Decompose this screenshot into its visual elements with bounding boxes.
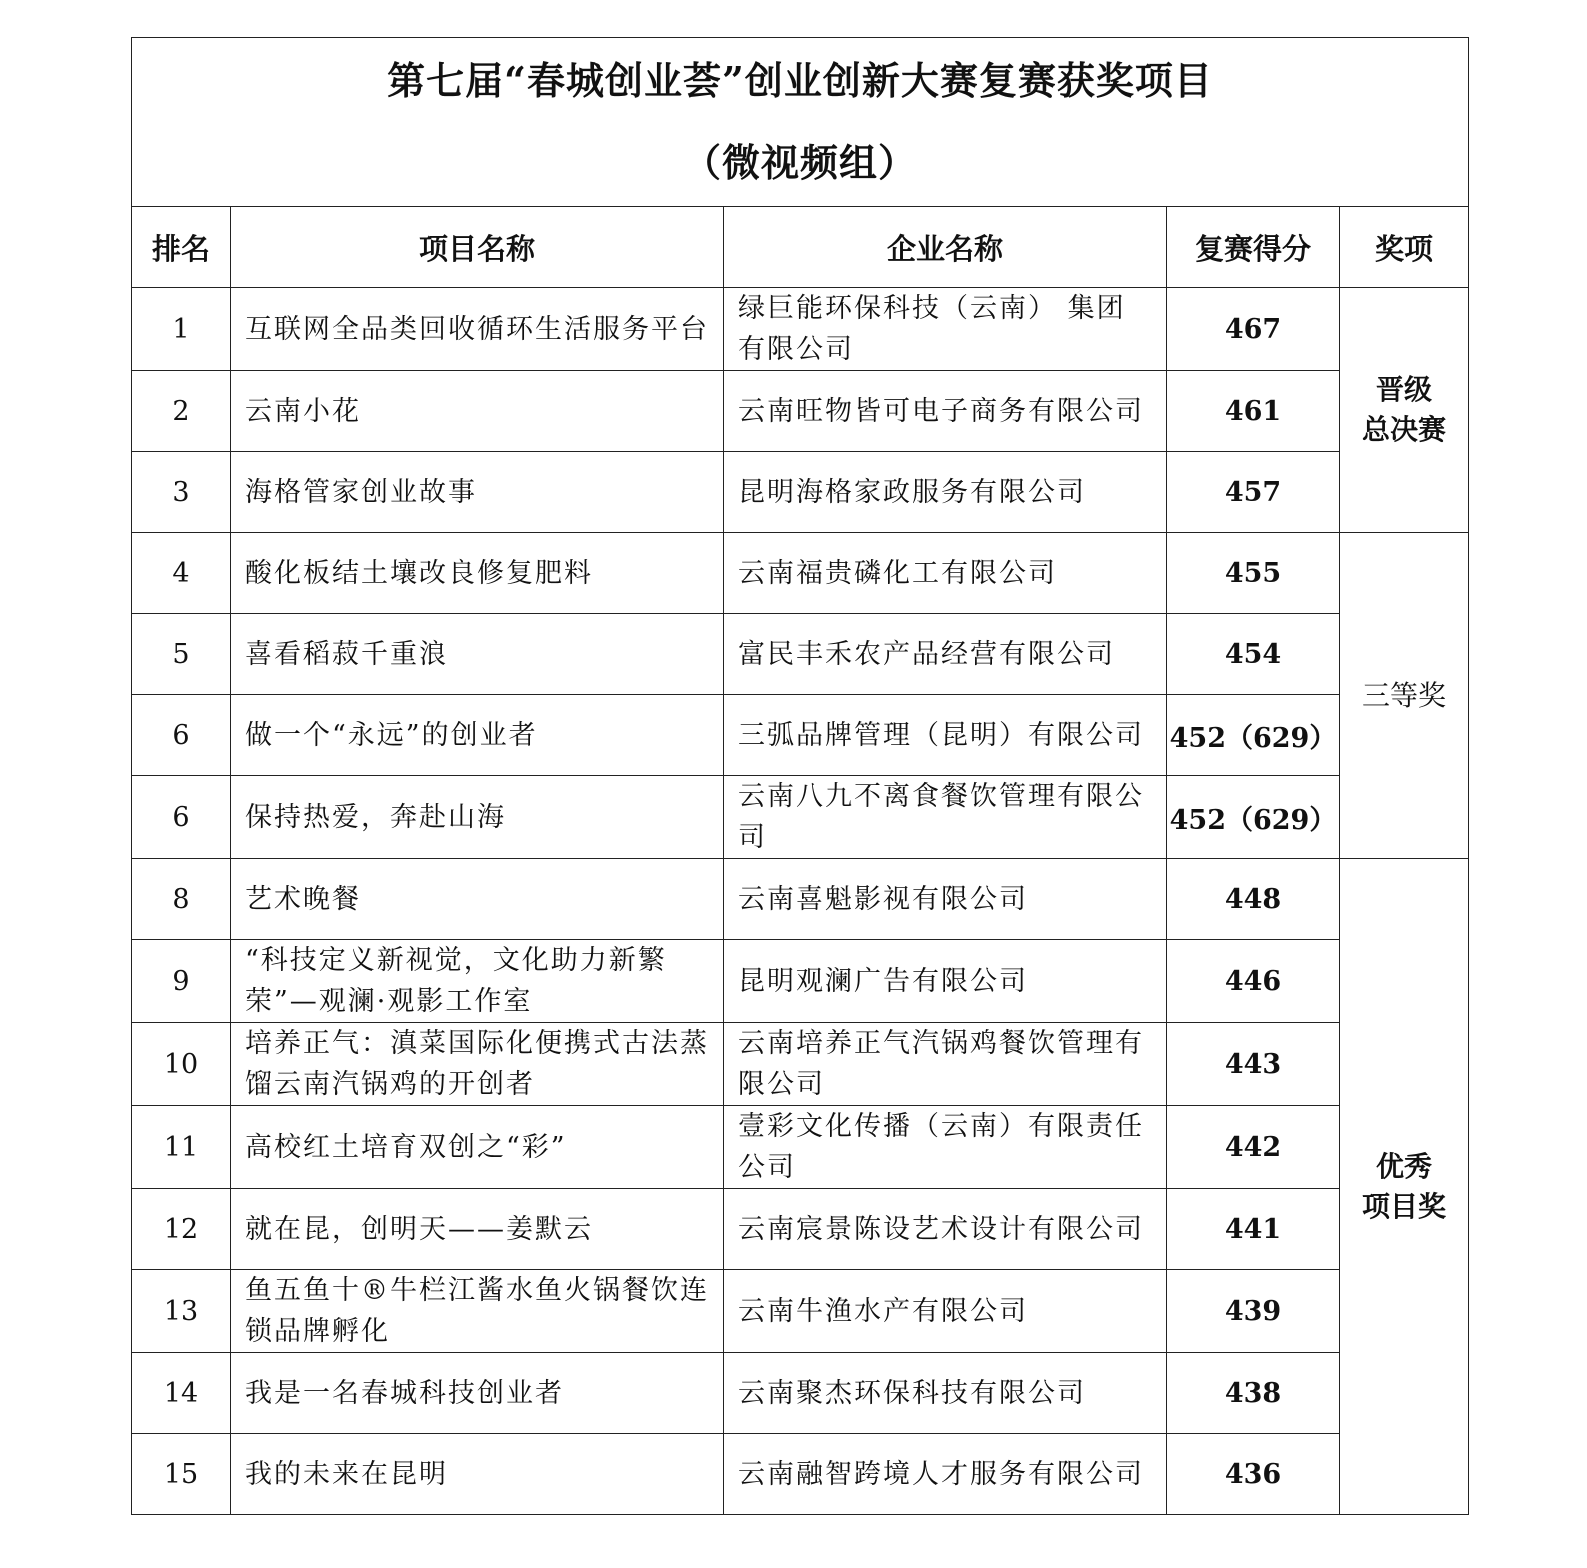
rank-cell: 2 [132, 371, 231, 452]
project-cell: 我是一名春城科技创业者 [231, 1353, 724, 1434]
score-cell: 448 [1167, 859, 1340, 940]
header-row [132, 207, 1469, 288]
score-cell: 446 [1167, 940, 1340, 1023]
table-row [132, 1189, 1469, 1270]
award-label: 优秀 [1375, 1149, 1432, 1183]
table-row [132, 1434, 1469, 1515]
rank-cell: 10 [132, 1023, 231, 1106]
company-cell: 三弧品牌管理（昆明）有限公司 [724, 695, 1167, 776]
results-table [131, 37, 1469, 1515]
score-cell: 467 [1167, 288, 1340, 371]
score-cell: 441 [1167, 1189, 1340, 1270]
company-cell: 绿巨能环保科技（云南） 集团有限公司 [724, 288, 1167, 371]
score-cell: 443 [1167, 1023, 1340, 1106]
project-cell: 保持热爱，奔赴山海 [231, 776, 724, 859]
rank-cell: 4 [132, 533, 231, 614]
rank-cell: 12 [132, 1189, 231, 1270]
award-sheet [131, 37, 1468, 1515]
table-row [132, 940, 1469, 1023]
score-cell: 454 [1167, 614, 1340, 695]
award-cell-excellence [1340, 859, 1469, 1515]
table-row [132, 1023, 1469, 1106]
project-cell: 艺术晚餐 [231, 859, 724, 940]
rank-cell: 11 [132, 1106, 231, 1189]
company-cell: 云南宸景陈设艺术设计有限公司 [724, 1189, 1167, 1270]
rank-cell: 13 [132, 1270, 231, 1353]
project-cell: 酸化板结土壤改良修复肥料 [231, 533, 724, 614]
rank-cell: 6 [132, 695, 231, 776]
score-cell: 461 [1167, 371, 1340, 452]
project-cell: 就在昆，创明天——姜默云 [231, 1189, 724, 1270]
table-row [132, 452, 1469, 533]
score-cell: 436 [1167, 1434, 1340, 1515]
header-score: 复赛得分 [1167, 207, 1340, 288]
score-cell: 442 [1167, 1106, 1340, 1189]
project-cell: 海格管家创业故事 [231, 452, 724, 533]
title-row [132, 38, 1469, 207]
rank-cell: 9 [132, 940, 231, 1023]
project-cell: 喜看稻菽千重浪 [231, 614, 724, 695]
project-cell: 鱼五鱼十®牛栏江酱水鱼火锅餐饮连锁品牌孵化 [231, 1270, 724, 1353]
company-cell: 云南喜魁影视有限公司 [724, 859, 1167, 940]
rank-cell: 6 [132, 776, 231, 859]
header-company: 企业名称 [724, 207, 1167, 288]
score-cell: 455 [1167, 533, 1340, 614]
table-row [132, 776, 1469, 859]
table-row [132, 1353, 1469, 1434]
table-row [132, 1106, 1469, 1189]
table-row [132, 1270, 1469, 1353]
company-cell: 云南聚杰环保科技有限公司 [724, 1353, 1167, 1434]
project-cell: 我的未来在昆明 [231, 1434, 724, 1515]
company-cell: 云南融智跨境人才服务有限公司 [724, 1434, 1167, 1515]
header-rank: 排名 [132, 207, 231, 288]
project-cell: “科技定义新视觉，文化助力新繁荣”—观澜·观影工作室 [231, 940, 724, 1023]
company-cell: 昆明海格家政服务有限公司 [724, 452, 1167, 533]
company-cell: 云南旺物皆可电子商务有限公司 [724, 371, 1167, 452]
company-cell: 富民丰禾农产品经营有限公司 [724, 614, 1167, 695]
score-cell: 452（629） [1167, 695, 1340, 776]
table-row [132, 288, 1469, 371]
table-row [132, 859, 1469, 940]
project-cell: 云南小花 [231, 371, 724, 452]
company-cell: 云南培养正气汽锅鸡餐饮管理有限公司 [724, 1023, 1167, 1106]
score-cell: 452（629） [1167, 776, 1340, 859]
table-row [132, 533, 1469, 614]
title-cell [132, 38, 1469, 207]
rank-cell: 3 [132, 452, 231, 533]
award-cell-finals [1340, 288, 1469, 533]
table-row [132, 614, 1469, 695]
score-cell: 457 [1167, 452, 1340, 533]
company-cell: 云南八九不离食餐饮管理有限公司 [724, 776, 1167, 859]
project-cell: 培养正气：滇菜国际化便携式古法蒸馏云南汽锅鸡的开创者 [231, 1023, 724, 1106]
company-cell: 云南福贵磷化工有限公司 [724, 533, 1167, 614]
company-cell: 壹彩文化传播（云南）有限责任公司 [724, 1106, 1167, 1189]
rank-cell: 8 [132, 859, 231, 940]
award-label: 晋级 [1375, 373, 1432, 406]
award-cell-third-prize [1340, 533, 1469, 859]
rank-cell: 1 [132, 288, 231, 371]
award-label: 项目奖 [1361, 1189, 1446, 1223]
header-award: 奖项 [1340, 207, 1469, 288]
score-cell: 438 [1167, 1353, 1340, 1434]
project-cell: 做一个“永远”的创业者 [231, 695, 724, 776]
rank-cell: 14 [132, 1353, 231, 1434]
company-cell: 昆明观澜广告有限公司 [724, 940, 1167, 1023]
award-label: 三等奖 [1361, 678, 1446, 712]
award-label: 总决赛 [1361, 413, 1446, 446]
company-cell: 云南牛渔水产有限公司 [724, 1270, 1167, 1353]
score-cell: 439 [1167, 1270, 1340, 1353]
header-project: 项目名称 [231, 207, 724, 288]
table-row [132, 371, 1469, 452]
rank-cell: 5 [132, 614, 231, 695]
project-cell: 互联网全品类回收循环生活服务平台 [231, 288, 724, 371]
project-cell: 高校红土培育双创之“彩” [231, 1106, 724, 1189]
page-subtitle: （微视频组） [682, 140, 917, 185]
page-title: 第七届“春城创业荟”创业创新大赛复赛获奖项目 [387, 58, 1213, 103]
rank-cell: 15 [132, 1434, 231, 1515]
table-row [132, 695, 1469, 776]
